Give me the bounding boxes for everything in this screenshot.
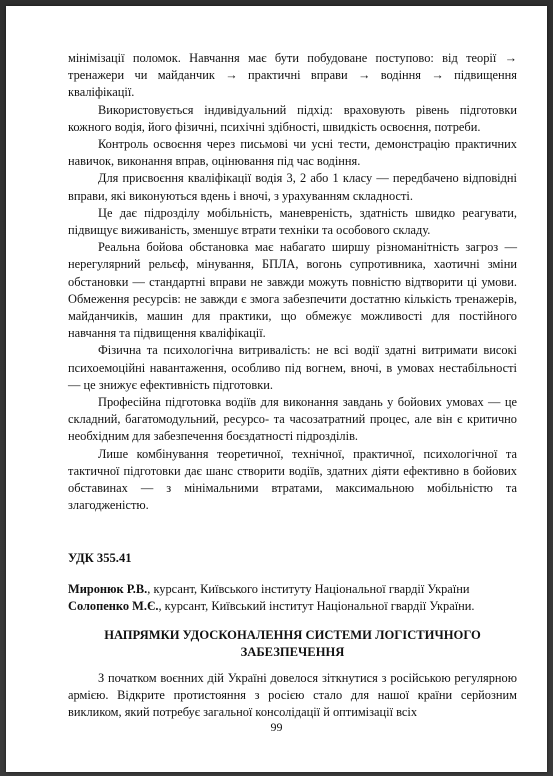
author-line-2: [68, 599, 475, 614]
article-title-line-2: ЗАБЕЗПЕЧЕННЯ: [240, 645, 345, 659]
page-number: 99: [270, 720, 283, 734]
article-body: [68, 670, 517, 722]
paragraph-1: мінімізації поломок. Навчання має бути побудоване поступово: від теорії → тренажери чи майданчик → практичні вправи → водіння → підвищення кваліфікації.: [68, 51, 517, 100]
paragraph-2: Використовується індивідуальний підхід: враховують рівень підготовки кожного водія, його фізичні, психічні здібності, швидкість освоєння, потреби.: [68, 102, 517, 134]
paragraph-7: Фізична та психологічна витривалість: не всі водії здатні витримати високі психоемоційні навантаження, особливо під вогнем, вночі, в умовах нестабільності — це знижує ефективність підготовки.: [68, 343, 517, 392]
article-title: [68, 627, 517, 661]
author-affiliation-1: , курсант, Київського інституту Національної гвардії України: [147, 582, 470, 596]
article-first-paragraph: З початком воєнних дій Україні довелося зіткнутися з російською регулярною армією. Відкрите протистояння з росією стало для нашої країни серйозним викликом, який потребує загальної консолідації й оптимізації всіх: [68, 671, 517, 720]
author-line-1: [68, 582, 470, 597]
author-name-2: Солопенко М.Є.: [68, 599, 159, 613]
document-page: [6, 6, 547, 772]
udk-code: УДК 355.41: [68, 551, 132, 565]
paragraph-4: Для присвоєння кваліфікації водія 3, 2 або 1 класу — передбачено відповідні вправи, які виконуються вдень і вночі, з урахуванням складності.: [68, 171, 517, 203]
text-block-top: [68, 50, 517, 514]
author-name-1: Миронюк Р.В.: [68, 582, 148, 596]
paragraph-8: Професійна підготовка водіїв для виконання завдань у бойових умовах — це складний, багатомодульний, ресурсо- та часозатратний процес, але він є критично необхідним для забезпечення боєздатності підрозділів.: [68, 395, 517, 444]
paragraph-3: Контроль освоєння через письмові чи усні тести, демонстрацію практичних навичок, виконання вправ, оцінювання під час водіння.: [68, 137, 517, 169]
paragraph-6: Реальна бойова обстановка має набагато ширшу різноманітність загроз — нерегулярний рельєф, мінування, БПЛА, вогонь супротивника, хаотичні зміни обстановки — стандартні вправи не завжди можуть повністю відтворити ці умови. Обмеження ресурсів: не завжди є змога забезпечити достатню кількість тренажерів, майданчиків, машин для практики, що обмежує можливості для постійного навчання та підвищення кваліфікації.: [68, 240, 517, 341]
author-affiliation-2: , курсант, Київський інститут Національної гвардії України.: [158, 599, 475, 613]
paragraph-9: Лише комбінування теоретичної, технічної, практичної, психологічної та тактичної підготовки дає шанс створити водіїв, здатних діяти ефективно в бойових обставинах — з мінімальними втратами, максимальною мобільністю та злагодженістю.: [68, 446, 517, 513]
paragraph-5: Це дає підрозділу мобільність, маневреність, здатність швидко реагувати, підвищує виживаність, зменшує втрати техніки та особового складу.: [68, 205, 517, 238]
article-title-line-1: НАПРЯМКИ УДОСКОНАЛЕННЯ СИСТЕМИ ЛОГІСТИЧНОГО: [104, 628, 481, 642]
